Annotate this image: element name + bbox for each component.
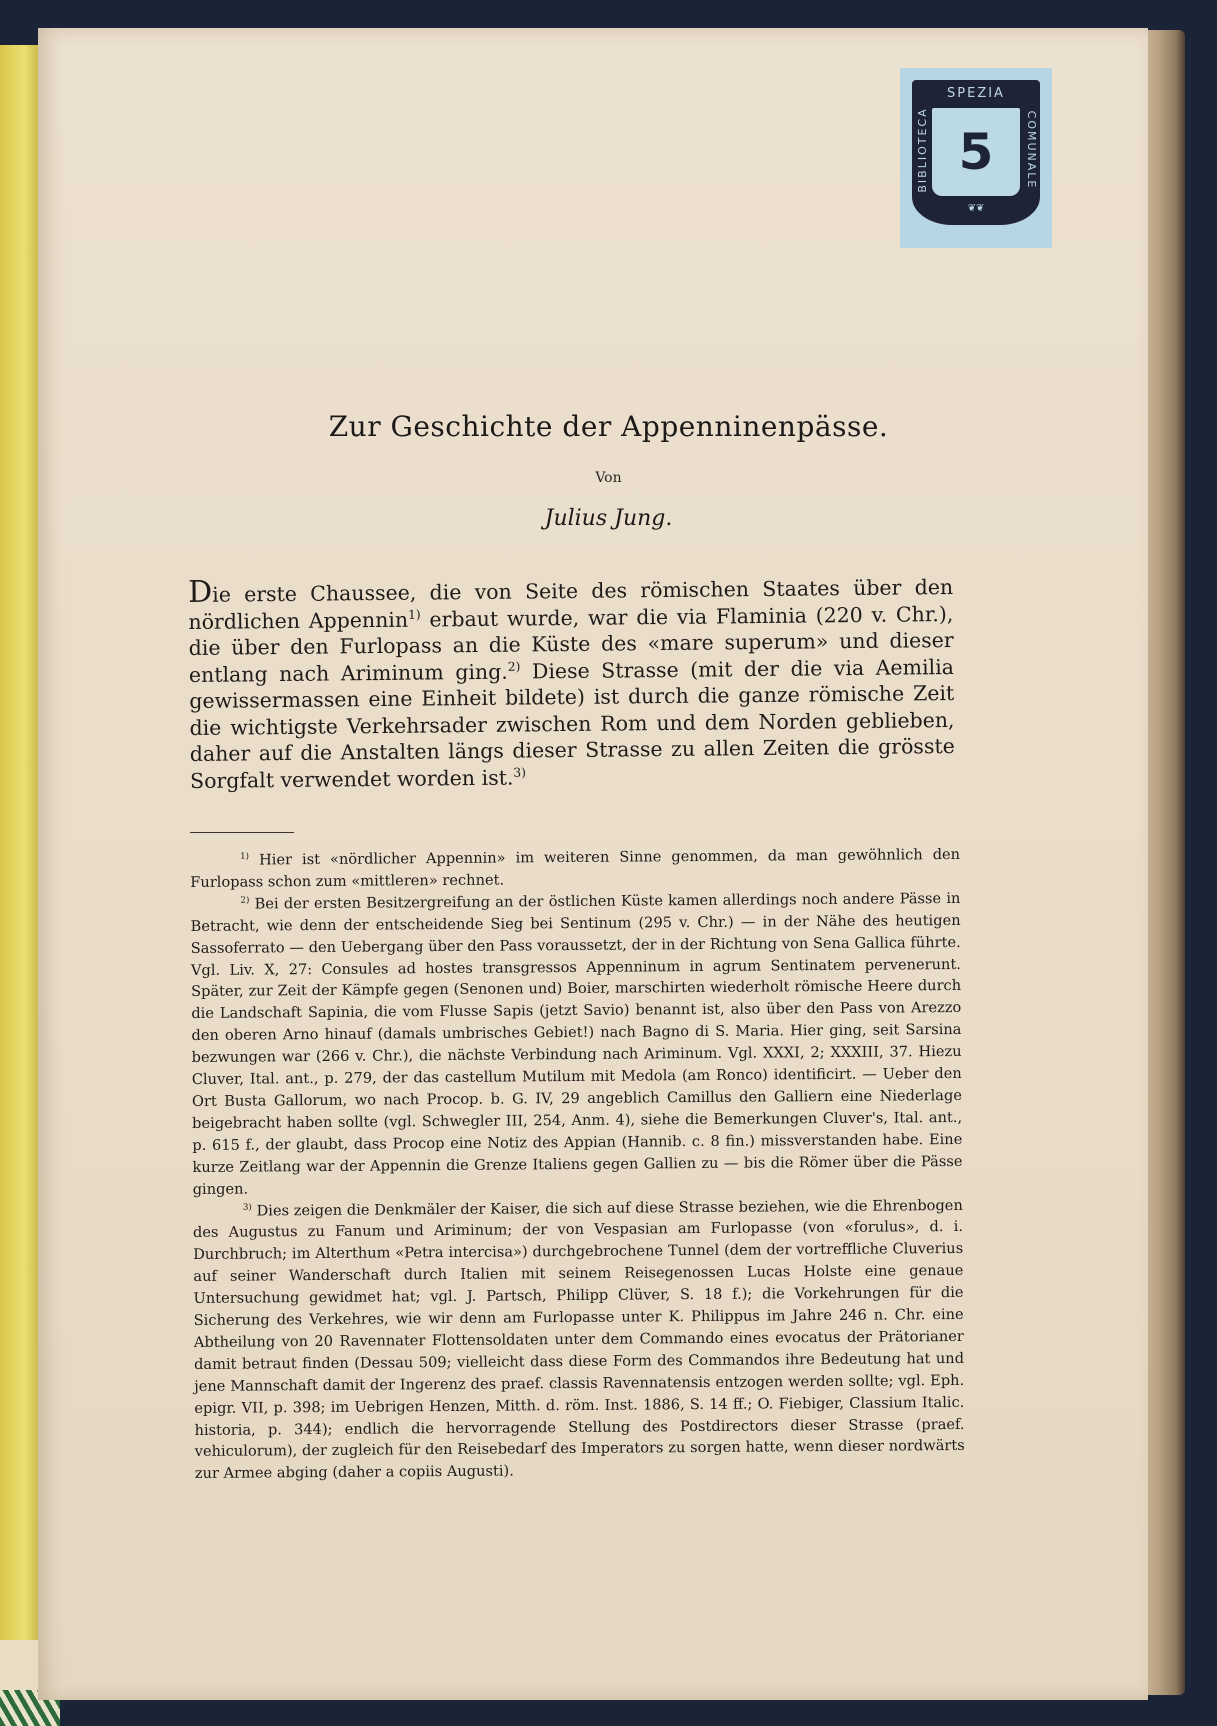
binding-spine — [0, 45, 43, 1655]
main-paragraph — [188, 574, 955, 794]
stamp-top-text: SPEZIA — [947, 86, 1005, 101]
drop-cap: D — [187, 574, 213, 610]
footnote-ref-2: 2) — [507, 659, 521, 674]
footnote-marker: 1) — [240, 851, 250, 862]
footnote-divider — [190, 832, 294, 833]
footnote-1 — [190, 844, 960, 894]
footnote-2 — [190, 888, 962, 1201]
article-title: Zur Geschichte der Appenninenpässe. — [328, 410, 889, 443]
footnote-ref-1: 1) — [407, 607, 421, 622]
footnotes — [190, 844, 965, 1485]
footnote-text: Bei der ersten Besitzergreifung an der östlichen Küste kamen allerdings noch andere Pässe in Betracht, wie denn der entscheidende Sieg bei Sentinum (295 v. Chr.) — in der Nähe des heutigen Sassoferrato — den Uebergang über den Pass voraussetzt, der in der Richtung von Sena Gallica führte. Vgl. Liv. X, 27: Consules ad hostes transgressos Appenninum in agrum Sentinatem pervenerunt. Später, zur Zeit der Kämpfe gegen (Senonen und) Boier, marschirten wiederholt römische Heere durch die Landschaft Sapinia, die vom Flusse Sapis (jetzt Savio) benannt ist, also über den Pass von Arezzo den oberen Arno hinauf (damals umbrisches Gebiet!) nach Bagno di S. Maria. Hier ging, seit Sarsina bezwungen war (266 v. Chr.), die nächste Verbindung nach Ariminum. Vgl. XXXI, 2; XXXIII, 37. Hiezu Cluver, Ital. ant., p. 279, der das castellum Mutilum mit Medola (am Ronco) identificirt. — Ueber den Ort Busta Gallorum, wo nach Procop. b. G. IV, 29 angeblich Camillus den Galliern eine Niederlage beigebracht haben sollte (vgl. Schwegler III, 254, Anm. 4), siehe die Bemerkungen Cluver's, Ital. ant., p. 615 f., der glaubt, dass Procop eine Notiz des Appian (Hannib. c. 8 fin.) missverstanden habe. Eine kurze Zeitlang war der Appennin die Grenze Italiens gegen Gallien zu — bis die Römer über die Pässe gingen. — [190, 889, 963, 1198]
paragraph-segment-3: Diese Strasse (mit der die via Aemilia gewissermassen eine Einheit bildete) ist durch die ganze römische Zeit die wichtigste Verkehrsader zwischen Rom und dem Norden geblieben, daher auf die Anstalten längs dieser Strasse zu allen Zeiten die grösste Sorgfalt verwendet worden ist. — [189, 654, 955, 793]
stamp-number-field — [932, 108, 1020, 196]
byline-prefix: Von — [595, 470, 622, 486]
paragraph-segment-1: ie erste Chaussee, die von Seite des römischen Staates über den nördlichen Appennin — [188, 574, 954, 634]
stamp-left-text: BIBLIOTECA — [916, 107, 929, 193]
footnote-ref-3: 3) — [513, 765, 527, 780]
paragraph-segment-2: erbaut wurde, war die via Flaminia (220 v. Chr.), die über den Furlopass an die Küste des «mare superum» und dieser entlang nach Ariminum ging. — [188, 601, 954, 687]
footnote-text: Dies zeigen die Denkmäler der Kaiser, die sich auf diese Strasse beziehen, wie die Ehrenbogen des Augustus zu Fanum und Ariminum; der von Vespasian am Furlopasse (von «forulus», d. i. Durchbruch; im Alterthum «Petra intercisa») durchgebrochene Tunnel (dem der vortreffliche Cluverius auf seiner Wanderschaft durch Italien mit seinem Reisegenossen Lucas Holste eine genaue Untersuchung gewidmet hat; vgl. J. Partsch, Philipp Clüver, S. 18 f.); die Vorkehrungen für die Sicherung des Verkehres, wie wir denn am Furlopasse unter K. Philippus im Jahre 246 n. Chr. eine Abtheilung von 20 Ravennater Flottensoldaten unter dem Commando eines evocatus der Prätorianer damit betraut finden (Dessau 509; vielleicht dass diese Form des Commandos ihre Bedeutung hat und jene Mannschaft damit der Ingerenz des praef. classis Ravennatensis entzogen werden sollte; vgl. Eph. epigr. VII, p. 398; im Uebrigen Henzen, Mitth. d. röm. Inst. 1886, S. 14 ff.; O. Fiebiger, Classium Italic. historia, p. 344); endlich die hervorragende Stellung des Postdirectors dieser Strasse (praef. vehiculorum), der zugleich für den Reisebedarf des Imperators zu sorgen hatte, wenn dieser nordwärts zur Armee abging (daher a copiis Augusti). — [192, 1196, 965, 1483]
stamp-number: 5 — [958, 123, 994, 181]
footnote-3 — [193, 1194, 965, 1485]
stamp-shield — [912, 80, 1040, 225]
article-author: Julius Jung. — [544, 506, 673, 531]
laurel-ornament-icon: ❦❦ — [967, 203, 985, 214]
footnote-text: Hier ist «nördlicher Appennin» im weiteren Sinne genommen, da man gewöhnlich den Furlopass schon zum «mittleren» rechnet. — [190, 845, 961, 891]
footnote-marker: 2) — [240, 895, 250, 906]
stamp-right-text: COMUNALE — [1025, 110, 1038, 190]
library-stamp — [900, 68, 1052, 248]
footnote-marker: 3) — [242, 1202, 252, 1213]
